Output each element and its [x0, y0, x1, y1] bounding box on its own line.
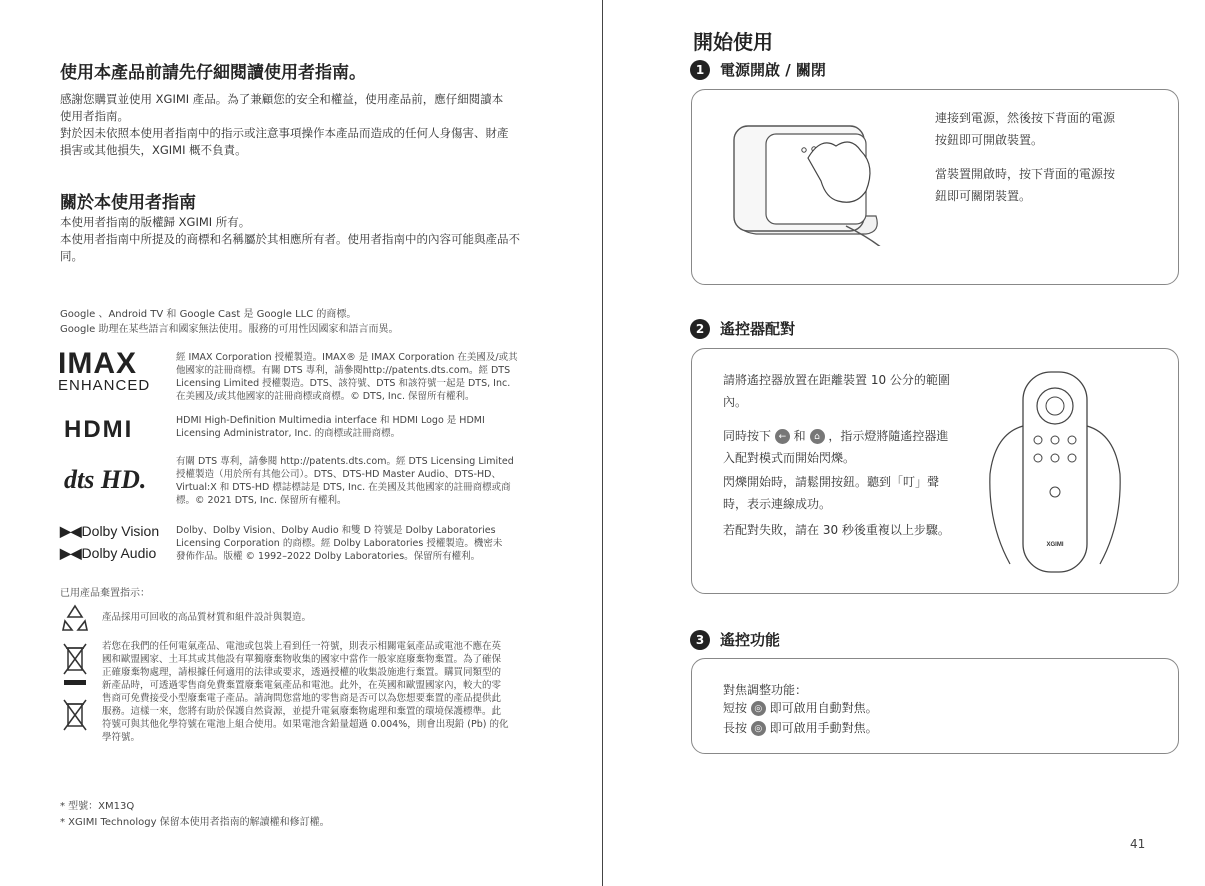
step-number: 2 [690, 319, 710, 339]
crossed-bin-icon [62, 642, 88, 688]
recycle-icon [60, 603, 90, 633]
dolby-trademark-text: Dolby、Dolby Vision、Dolby Audio 和雙 D 符號是 Dolby Laboratories Licensing Corporation 的商標。經 Dolby Laboratories 授權製造。機密未發佈作品。版權 © 1992–2022 Dolby Laboratories。保留所有權利。 [176, 525, 503, 562]
page-number: 41 [1130, 837, 1146, 851]
section-title: 遙控功能 [720, 631, 781, 649]
dts-hd-logo: dts HD. [64, 465, 147, 494]
imax-enhanced-logo [58, 347, 166, 394]
recycle-text: 產品採用可回收的高品質材質和組件設計與製造。 [102, 612, 312, 623]
hdmi-trademark-text: HDMI High-Definition Multimedia interface 和 HDMI Logo 是 HDMI Licensing Administrator, Inc. 的商標或註冊商標。 [176, 415, 485, 439]
section-title: 電源開啟 / 關閉 [720, 61, 826, 79]
pairing-box [691, 348, 1179, 594]
focus-long-press: 長按 ◎ 即可啟用手動對焦。 [723, 721, 878, 735]
projector-illustration [726, 106, 896, 246]
intro-paragraph-2: 對於因未依照本使用者指南中的指示或注意事項操作本產品而造成的任何人身傷害、財產損害或其他損失，XGIMI 概不負責。 [60, 126, 509, 157]
section-remote-functions [690, 629, 780, 650]
remote-brand-label: XGIMI [1046, 542, 1064, 548]
left-page [0, 0, 602, 886]
dts-trademark-text: 有關 DTS 專利，請參閱 http://patents.dts.com。經 DTS Licensing Limited 授權製造（用於所有其他公司）。DTS、DTS-HD Master Audio、DTS-HD、Virtual:X 和 DTS-HD 標誌標誌是 DTS, Inc. 在美國及其他國家的註冊商標或商標。© 2021 DTS, Inc. 保留所有權利。 [176, 456, 514, 506]
pairing-release-text: 閃爍開始時，請鬆開按鈕。聽到「叮」聲時，表示連線成功。 [723, 475, 940, 511]
focus-button-icon: ◎ [751, 721, 766, 736]
section-power [690, 59, 826, 80]
crossed-bin-icon [62, 698, 88, 732]
power-box [691, 89, 1179, 285]
back-button-icon: ← [775, 429, 790, 444]
imax-logo-text: IMAX [58, 347, 137, 380]
home-button-icon: ⌂ [810, 429, 825, 444]
heading-about-guide: 關於本使用者指南 [60, 193, 196, 213]
about-paragraph-1: 本使用者指南的版權歸 XGIMI 所有。 [60, 215, 251, 229]
disposal-heading: 已用產品棄置指示： [60, 588, 150, 599]
about-paragraph-2: 本使用者指南中所提及的商標和名稱屬於其相應所有者。使用者指南中的內容可能與產品不同。 [60, 232, 520, 263]
power-on-text: 連接到電源，然後按下背面的電源按鈕即可開啟裝置。 [935, 111, 1116, 147]
hdmi-logo: HDMI [64, 416, 134, 443]
dolby-double-d-icon: ▶◀ [60, 545, 82, 561]
section-title: 遙控器配對 [720, 320, 796, 338]
right-page [603, 0, 1205, 886]
imax-enhanced-text: ENHANCED [58, 377, 151, 394]
google-trademark-2: Google 助理在某些語言和國家無法使用。服務的可用性因國家和語言而異。 [60, 324, 399, 335]
heading-read-guide: 使用本產品前請先仔細閱讀使用者指南。 [60, 63, 366, 83]
pairing-distance-text: 請將遙控器放置在距離裝置 10 公分的範圍內。 [723, 373, 950, 409]
focus-heading: 對焦調整功能： [723, 683, 808, 697]
model-number: * 型號：XM13Q [60, 801, 135, 812]
pairing-retry-text: 若配對失敗，請在 30 秒後重複以上步驟。 [723, 523, 950, 537]
focus-short-press: 短按 ◎ 即可啟用自動對焦。 [723, 701, 878, 715]
remote-in-hands-illustration [970, 364, 1160, 576]
dolby-vision-logo: ▶◀Dolby Vision [60, 523, 160, 539]
pairing-press-text: 同時按下 ← 和 ⌂ ，指示燈將隨遙控器進入配對模式而開始閃爍。 [723, 429, 949, 465]
step-number: 1 [690, 60, 710, 80]
dolby-audio-logo: ▶◀Dolby Audio [60, 545, 157, 561]
dolby-double-d-icon: ▶◀ [60, 523, 82, 539]
remote-functions-box [691, 658, 1179, 754]
rights-notice: * XGIMI Technology 保留本使用者指南的解讀權和修訂權。 [60, 817, 330, 828]
intro-paragraph-1: 感謝您購買並使用 XGIMI 產品。為了兼顧您的安全和權益，使用產品前，應仔細閱讀本使用者指南。 [60, 92, 504, 123]
weee-disposal-text: 若您在我們的任何電氣產品、電池或包裝上看到任一符號，則表示相關電氣產品或電池不應在英國和歐盟國家、土耳其或其他設有單獨廢棄物收集的國家中當作一般家庭廢棄物棄置。為了確保正確廢棄物處理，請根據任何適用的法律或要求，透過授權的收集設施進行棄置。購買同類型的新產品時，可透過零售商免費棄置廢棄電氣產品和電池。此外，在英國和歐盟國家內，較大的零售商可免費接受小型廢棄電子產品。請詢問您當地的零售商是否可以為您想要棄置的產品提供此服務。這樣一來，您將有助於保護自然資源，並提升電氣廢棄物處理和棄置的環境保護標準。此符號可與其他化學符號在電池上組合使用。如果電池含鉛量超過 0.004%，則會出現鉛 (Pb) 的化學符號。 [102, 641, 509, 743]
power-off-text: 當裝置開啟時，按下背面的電源按鈕即可關閉裝置。 [935, 167, 1116, 203]
focus-button-icon: ◎ [751, 701, 766, 716]
google-trademark-1: Google 、Android TV 和 Google Cast 是 Google LLC 的商標。 [60, 309, 357, 320]
imax-trademark-text: 經 IMAX Corporation 授權製造。IMAX® 是 IMAX Corporation 在美國及/或其他國家的註冊商標。有關 DTS 專利，請參閱http://patents.dts.com。經 DTS Licensing Limited 授權製造。DTS、該符號、DTS 和該符號一起是 DTS, Inc. 在美國及/或其他國家的註冊商標或商標。© DTS, Inc. 保留所有權利。 [176, 352, 518, 402]
section-pairing [690, 318, 795, 339]
step-number: 3 [690, 630, 710, 650]
page-title: 開始使用 [693, 30, 773, 54]
